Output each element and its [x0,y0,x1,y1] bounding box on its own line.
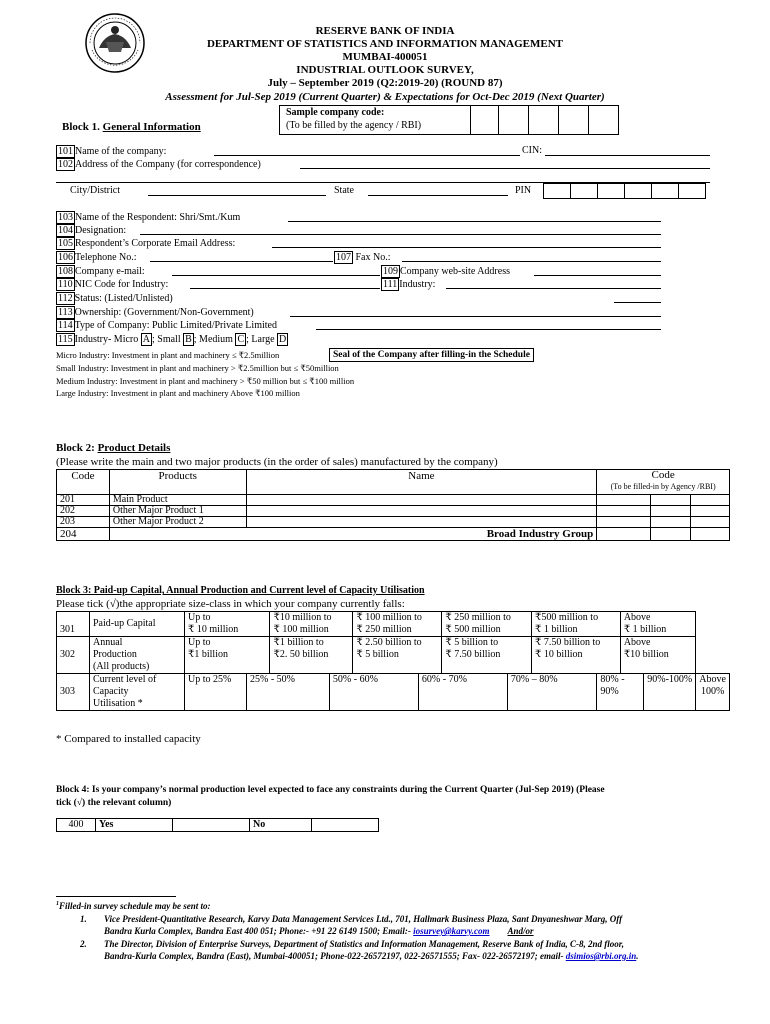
block1-title: General Information [102,121,201,133]
field-105-code: 105 [58,238,73,249]
field-110-label: NIC Code for Industry: [74,279,169,290]
field-109-input[interactable] [534,275,661,276]
field-111-code: 111 [383,279,398,290]
utilisation-option-text: 25% - 50% [250,674,295,685]
field-110-code: 110 [58,279,73,290]
header-line-6: Assessment for Jul-Sep 2019 (Current Quarter) & Expectations for Oct-Dec 2019 (Next Quarter) [165,91,605,103]
row-303-code: 303 [57,674,90,711]
product-row-code: 203 [57,517,110,528]
broad-industry-code-cell-2[interactable] [651,528,690,541]
utilisation-option-text: 50% - 60% [332,674,378,685]
medium-industry-note: Medium Industry: Investment in plant and machinery > ₹50 million but ≤ ₹100 million [56,376,355,386]
field-104 [56,224,126,237]
utilisation-option-text: 60% - 70% [421,674,467,685]
broad-industry-code-cell-1[interactable] [597,528,651,541]
constraints-row [57,819,379,832]
footer-intro-text: Filled-in survey schedule may be sent to: [59,901,211,911]
field-102-label: Address of the Company (for correspondence) [75,159,261,170]
capital-option[interactable] [532,612,621,637]
field-111 [381,278,435,291]
block4-title-2: tick (√) the relevant column) [56,798,172,808]
field-101 [56,145,166,158]
broad-industry-code-cell-3[interactable] [690,528,729,541]
col-agency-code-title: Code [651,469,675,481]
product-row-label: Main Product [109,495,246,506]
field-108-input[interactable] [172,275,380,276]
field-102-code: 102 [58,159,73,170]
utilisation-option[interactable] [696,674,730,711]
product-row-code: 202 [57,506,110,517]
cin-label: CIN: [522,145,542,156]
row-400-code: 400 [57,819,96,832]
field-102 [56,158,261,171]
production-option[interactable] [532,637,621,674]
row-302-code: 302 [57,637,90,674]
footer-item-2-text: Bandra-Kurla Complex, Bandra (East), Mumbai-400051; Phone-022-26572197, 022-26571555; Fax- 022-26572197; email- [104,951,564,961]
sample-code-title: Sample company code: [286,107,385,118]
col-name-header: Name [246,470,597,495]
production-option-text: ₹ 7.50 billion to ₹ 10 billion [535,637,601,660]
field-115 [56,333,288,346]
field-105 [56,237,235,250]
product-row-code-cell-2[interactable] [651,517,690,528]
product-row-code-cell-3[interactable] [690,506,729,517]
industry-large-label: ; Large [246,334,275,345]
field-112-label: Status: (Listed/Unlisted) [74,293,173,304]
capital-option[interactable] [620,612,695,637]
block2-instruction: (Please write the main and two major products (in the order of sales) manufactured by the company) [56,456,498,468]
capital-option[interactable] [270,612,353,637]
field-114-code: 114 [58,320,73,331]
utilisation-option[interactable] [247,674,330,711]
production-option-text: Up to ₹1 billion [188,637,228,660]
capacity-utilisation-row [57,674,730,711]
capital-option[interactable] [185,612,270,637]
col-agency-code-note: (To be filled-in by Agency /RBI) [610,482,716,491]
footer-item-2-end: . [636,951,639,961]
and-or-label: And/or [507,926,534,936]
field-106-label: Telephone No.: [75,252,137,263]
annual-production-row [57,637,730,674]
field-103-label: Name of the Respondent: Shri/Smt./Kum [75,212,241,223]
row-303-label: Current level of Capacity Utilisation * [90,674,185,711]
block1-label: Block 1. [62,121,100,133]
field-108-label: Company e-mail: [75,266,145,277]
product-row-name-input[interactable] [246,517,597,528]
field-113-code: 113 [58,307,73,318]
field-108-code: 108 [58,266,73,277]
industry-medium-label: ; Medium [193,334,233,345]
production-option[interactable] [185,637,270,674]
footer-item-2-line-2 [104,951,639,961]
footer-item-1-line-2 [104,926,534,936]
capital-option-text: Above ₹ 1 billion [623,612,667,635]
footer-intro [56,901,210,911]
constraints-table [56,818,379,832]
pin-cells[interactable] [543,183,706,199]
product-row-code-cell-1[interactable] [597,506,651,517]
col-code-header: Code [57,470,110,495]
product-row-code-cell-3[interactable] [690,517,729,528]
row-302-label: Annual Production (All products) [90,637,185,674]
field-107 [334,251,391,264]
col-agency-code-header [597,470,730,495]
header-line-4: INDUSTRIAL OUTLOOK SURVEY, [296,64,474,76]
utilisation-option-text: 90%-100% [647,674,693,685]
field-104-input[interactable] [140,234,661,235]
utilisation-option-text: Above 100% [699,674,726,697]
product-row-code-cell-1[interactable] [597,517,651,528]
industry-micro-label: Industry- Micro [74,334,139,345]
product-row [57,506,730,517]
field-115-code: 115 [58,334,73,345]
industry-small-box[interactable]: B [185,334,192,345]
footer-item-1-line-1: Vice President-Quantitative Research, Karvy Data Management Services Ltd., 701, Hallmark Business Plaza, Sant Dnyaneshwar Marg, Off [104,914,623,924]
production-option[interactable] [270,637,353,674]
karvy-email-link[interactable]: iosurvey@karvy.com [413,926,490,936]
field-111-input[interactable] [446,288,661,289]
rbi-email-link[interactable]: dsimios@rbi.org.in [565,951,637,961]
utilisation-option[interactable] [185,674,247,711]
capital-option-text: Up to ₹ 10 million [188,612,239,635]
field-111-label: Industry: [399,279,436,290]
broad-industry-label: Broad Industry Group [109,528,596,541]
large-industry-note: Large Industry: Investment in plant and machinery Above ₹100 million [56,388,300,398]
block2-label: Block 2: [56,442,95,454]
field-109-label: Company web-site Address [400,266,510,277]
field-103 [56,211,240,224]
footnote-marker: 1 [56,901,59,907]
product-header-row [57,470,730,495]
field-105-input[interactable] [272,247,661,248]
field-104-code: 104 [58,225,73,236]
footer-separator [56,896,176,897]
field-113-label: Ownership: (Government/Non-Government) [74,307,254,318]
product-row-code: 201 [57,495,110,506]
block1-heading [62,121,201,133]
footer-item-1-text: Bandra Kurla Complex, Bandra East 400 051; Phone:- +91 22 6149 1500; Email:- [104,926,411,936]
product-row-name-input[interactable] [246,506,597,517]
small-industry-note: Small Industry: Investment in plant and machinery > ₹2.5million but ≤ ₹50million [56,363,339,373]
production-option-text: Above ₹10 billion [623,637,669,660]
yes-label: Yes [96,819,173,832]
industry-large-box[interactable]: D [279,334,287,345]
field-109-code: 109 [383,266,398,277]
product-row [57,495,730,506]
broad-industry-row [57,528,730,541]
field-105-label: Respondent’s Corporate Email Address: [75,238,236,249]
field-114-input[interactable] [316,329,661,330]
capital-option[interactable] [353,612,442,637]
utilisation-option[interactable] [329,674,418,711]
field-106-input[interactable] [150,261,333,262]
industry-medium-box[interactable]: C [237,334,245,345]
sample-code-cells[interactable] [469,105,619,133]
production-option[interactable] [442,637,532,674]
field-113-input[interactable] [290,316,661,317]
size-class-table [56,611,730,711]
capital-option-text: ₹10 million to ₹ 100 million [273,612,332,635]
block3-instruction: Please tick (√)the appropriate size-class in which your company currently falls: [56,598,405,610]
block4-title: Block 4: Is your company’s normal production level expected to face any constraints during the Current Quarter (Jul-Sep 2019) (Please [56,785,605,795]
footer-item-1-number: 1. [80,914,87,924]
utilisation-option-text: 80% - 90% [600,674,625,697]
footer-item-2-line-1: The Director, Division of Enterprise Surveys, Department of Statistics and Information Management, Reserve Bank of India, C-8, 2nd floor, [104,939,625,949]
header-line-3: MUMBAI-400051 [342,51,428,63]
block3-heading [56,585,425,596]
capital-option-text: ₹500 million to ₹ 1 billion [535,612,599,635]
state-input[interactable] [368,195,508,196]
product-row-label: Other Major Product 2 [109,517,246,528]
broad-industry-code: 204 [57,528,110,541]
field-114 [56,319,277,332]
industry-micro-box[interactable]: A [142,334,150,345]
field-102-input[interactable] [300,168,710,169]
field-109 [381,265,510,278]
field-106 [56,251,137,264]
block2-heading [56,442,170,454]
production-option[interactable] [353,637,442,674]
production-option[interactable] [620,637,695,674]
col-products-header: Products [109,470,246,495]
product-row [57,517,730,528]
utilisation-option[interactable] [644,674,696,711]
sample-code-note: (To be filled by the agency / RBI) [286,120,422,131]
field-103-input[interactable] [288,221,661,222]
city-input[interactable] [148,195,326,196]
field-112 [56,292,173,305]
company-seal-label: Seal of the Company after filling-in the Schedule [329,348,534,362]
product-row-code-cell-2[interactable] [651,506,690,517]
product-row-label: Other Major Product 1 [109,506,246,517]
yes-tick-cell[interactable] [173,819,250,832]
product-row-code-cell-3[interactable] [690,495,729,506]
field-101-code: 101 [58,146,73,157]
city-label: City/District [70,185,120,196]
product-row-name-input[interactable] [246,495,597,506]
row-301-code: 301 [57,612,90,637]
field-110-input[interactable] [190,288,380,289]
micro-industry-note: Micro Industry: Investment in plant and machinery ≤ ₹2.5million [56,350,280,360]
header-line-5: July – September 2019 (Q2:2019-20) (ROUND 87) [267,77,503,89]
field-106-code: 106 [58,252,73,263]
field-114-label: Type of Company: Public Limited/Private Limited [74,320,277,331]
product-row-code-cell-1[interactable] [597,495,651,506]
paid-up-capital-row [57,612,730,637]
product-details-table [56,469,730,541]
field-113 [56,306,254,319]
field-107-label: Fax No.: [355,252,391,263]
field-101-label: Name of the company: [75,146,167,157]
field-107-code: 107 [336,252,351,263]
field-103-code: 103 [58,212,73,223]
product-row-code-cell-2[interactable] [651,495,690,506]
header-line-1: RESERVE BANK OF INDIA [315,25,455,37]
pin-label: PIN [515,185,532,196]
header-line-2: DEPARTMENT OF STATISTICS AND INFORMATION MANAGEMENT [206,38,564,50]
utilisation-option[interactable] [597,674,644,711]
industry-small-label: ; Small [151,334,181,345]
capital-option-text: ₹ 250 million to ₹ 500 million [445,612,511,635]
utilisation-option-text: Up to 25% [188,674,232,685]
cin-input[interactable] [545,155,710,156]
block2-title: Product Details [97,442,171,454]
row-301-label: Paid-up Capital [90,612,185,637]
production-option-text: ₹1 billion to ₹2. 50 billion [273,637,329,660]
production-option-text: ₹ 5 billion to ₹ 7.50 billion [445,637,501,660]
field-112-code: 112 [58,293,73,304]
no-label: No [250,819,312,832]
capacity-footnote: * Compared to installed capacity [56,733,201,745]
field-108 [56,265,145,278]
field-110 [56,278,168,291]
utilisation-option[interactable] [418,674,507,711]
utilisation-option[interactable] [507,674,596,711]
sample-code-label-box [279,105,471,135]
production-option-text: ₹ 2.50 billion to ₹ 5 billion [356,637,422,660]
field-101-input[interactable] [214,155,520,156]
footer-item-2-number: 2. [80,939,87,949]
capital-option-text: ₹ 100 million to ₹ 250 million [356,612,422,635]
state-label: State [334,185,354,196]
field-112-input[interactable] [614,302,661,303]
field-104-label: Designation: [75,225,127,236]
no-tick-cell[interactable] [312,819,379,832]
capital-option[interactable] [442,612,532,637]
block3-title: Block 3: Paid-up Capital, Annual Production and Current level of Capacity Utilisation [56,585,425,596]
field-107-input[interactable] [402,261,661,262]
utilisation-option-text: 70% – 80% [510,674,558,685]
